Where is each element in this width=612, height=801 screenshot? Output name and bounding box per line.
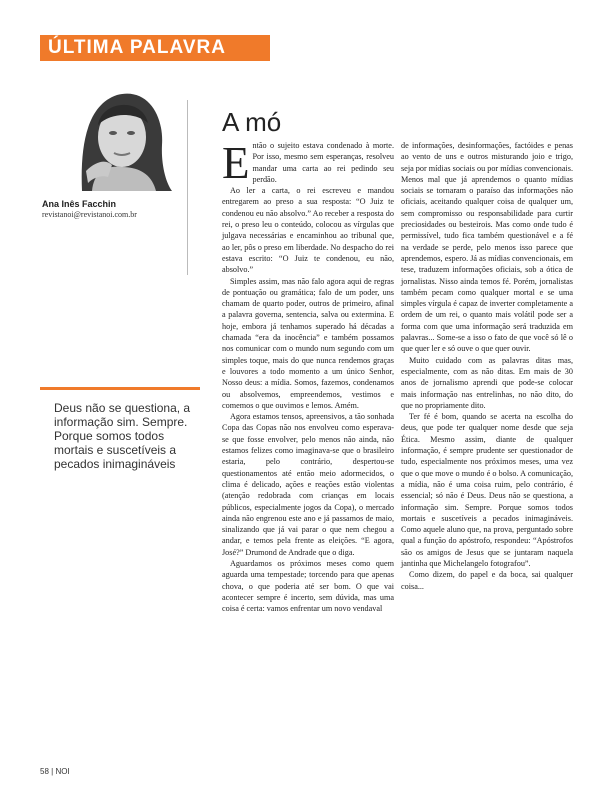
- article-column-1: [222, 140, 394, 614]
- paragraph: Ao ler a carta, o rei escreveu e mandou entregarem ao preso a sua resposta: “O Juiz te condenou eu não absolvo.” Ao receber a resposta do rei, o preso leu o conteúdo, colocou as vírgulas que julgava necessárias e encaminhou ao tribunal que, ao ler, pôs o preso em liberdade. No despacho do rei estava escrito: “O Juiz te condenou, eu não, absolvo.”: [222, 186, 394, 275]
- author-name: Ana Inês Facchin: [42, 199, 117, 209]
- footer-separator: |: [51, 767, 54, 776]
- paragraph: Então o sujeito estava condenado à morte. Por isso, mesmo sem esperanças, resolveu mandar uma carta ao rei pedindo seu perdão.: [222, 138, 394, 188]
- section-banner: [40, 35, 270, 61]
- drop-cap: E: [222, 138, 250, 188]
- paragraph: Agora estamos tensos, apreensivos, a tão sonhada Copa das Copas não nos envolveu como esperava-se que fosse envolver, pelo menos não ainda, não estamos felizes como imaginava-se que o brasileiro estaria, pelo contrário, despertou-se questionamentos até então meio adormecidos, o clima é delicado, ações e reações estão violentas (atenção redobrada com crianças em locais públicos, especialmente jogos da Copa), o mercado ainda não engrenou este ano e já passamos de maio, sinalizando que já vai parar o que nem chegou a andar, e temos pela frente as eleições. “E agora, José?” Drumond de Andrade que o diga.: [222, 412, 394, 557]
- paragraph: Como dizem, do papel e da boca, sai qualquer coisa...: [401, 570, 573, 591]
- paragraph: Muito cuidado com as palavras ditas mas, especialmente, com as não ditas. Em mais de 30 anos de jornalismo aprendi que pode-se colocar mais informação nas entrelinhas, no não dito, do que no propriamente dito.: [401, 355, 573, 410]
- pullquote: Deus não se questiona, a informação sim. Sempre. Porque somos todos mortais e suscetíveis a pecados inimagináveis: [54, 401, 191, 471]
- magazine-name: NOI: [55, 767, 70, 776]
- article-title: A mó: [222, 107, 282, 137]
- vertical-divider: [187, 100, 188, 275]
- section-title: ÚLTIMA PALAVRA: [48, 37, 226, 58]
- paragraph: Simples assim, mas não falo agora aqui de regras de pontuação ou gramática; falo de um poder, uns chamam de quarto poder, outros de primeiro, afinal a palavra governa, sentencia, salva ou extermina. E hoje, embora já tenhamos superado há décadas a chamada “era da inocência” e também possamos nos comunicar com o mundo num segundo com um simples toque, mais do que nunca rendemos graças e louvores a todo momento a um único Senhor, Nosso deus: a mídia. Somos, fazemos, condenamos ou absolvemos, empreendemos, vestimos e comemos o que ouvimos e lemos. Amém.: [222, 276, 394, 410]
- paragraph: Ter fé é bom, quando se acerta na escolha do deus, que pode ter qualquer nome desde que seja Ética. Mesmo assim, diante de qualquer informação, é sempre prudente ser questionador de tudo, especialmente nos próximos meses, uma vez que o que move o mundo é o bolso. A comunicação, a mídia, não é uma coisa ruim, pelo contrário, é essencial; só não é Deus. Deus não se questiona, a informação sim. Sempre. Porque somos todos mortais e suscetíveis a pecados inimagináveis. Como aquele aluno que, na prova, perguntado sobre qual a função do apóstrofo, respondeu: “Apóstrofos são os amigos de Jesus que se juntaram naquela jantinha que Michelangelo fotografou”.: [401, 412, 573, 568]
- paragraph: Aguardamos os próximos meses como quem aguarda uma tempestade; torcendo para que apenas chova, o que poderia até ser bom. O que vai acontecer sempre é incerto, sem dúvida, mas uma coisa é certa: vamos enfrentar um novo vendaval: [222, 558, 394, 614]
- page-footer: [40, 767, 70, 776]
- page-number: 58: [40, 767, 49, 776]
- author-email: revistanoi@revistanoi.com.br: [42, 210, 137, 219]
- pullquote-rule: [40, 387, 200, 390]
- article-column-2: [401, 140, 573, 592]
- author-photo: [62, 75, 178, 191]
- paragraph: de informações, desinformações, factóides e penas ao vento de uns e outros misturando joio e trigo, seja por mídias sociais ou por mídias convencionais. Menos mal que já aprendemos o quanto mídias sociais se tornaram o paraíso das informações não oficiais, aceitando qualquer coisa de qualquer um, sem compromisso ou responsabilidade para curtir preciosidades ou besteirois. Mas como onde tudo é permissível, tudo fica também questionável e a fé na verdade se perde, pelo menos isso parece que aprendemos, espero. Já as mídias convencionais, em tese, traduzem informações oficiais, sob a ótica de jornalistas. Nisso ainda temos fé. Porém, jornalistas também pecam como qualquer mortal e se uma simples vírgula é capaz de inverter completamente a ordem de um rei, o quanto mais volátil pode ser a forma com que uma informação será traduzida em palavras... Some-se a isso o fato de que você só lê o que quer ler e só ouve o que quer ouvir.: [401, 141, 573, 354]
